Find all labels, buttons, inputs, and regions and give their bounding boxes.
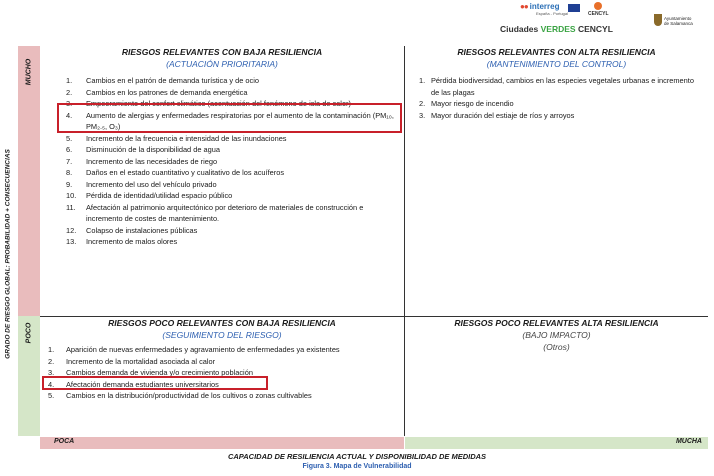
y-label-poco: POCO: [25, 322, 33, 344]
quadrant-title: RIESGOS POCO RELEVANTES CON BAJA RESILIENCIA: [108, 318, 336, 328]
item-number: 10.: [66, 191, 77, 200]
item-text: Incremento de la frecuencia e intensidad de las inundaciones: [86, 133, 287, 143]
y-label-mucho: MUCHO: [25, 58, 33, 86]
item-number: 9.: [66, 179, 73, 189]
item-number: 4.: [66, 110, 73, 120]
list-item: [419, 75, 694, 98]
item-number: 5.: [66, 133, 73, 143]
item-text: Cambios en el patrón de demanda turística y de ocio: [86, 76, 259, 85]
list-item: [48, 344, 400, 356]
quadrant-title: RIESGOS RELEVANTES CON BAJA RESILIENCIA: [121, 47, 323, 57]
list-item: [419, 98, 694, 110]
shield-icon: [654, 14, 662, 26]
x-label-poca: POCA: [54, 438, 75, 445]
item-text: Afectación al patrimonio arquitectónico por deterioro de materiales de construcción e incremento de costes de mantenimiento.: [86, 202, 364, 223]
item-number: 13.: [66, 237, 77, 246]
item-text: Incremento de la mortalidad asociada al calor: [66, 356, 216, 366]
item-number: 1.: [48, 345, 55, 354]
item-text: Cambios demanda de vivienda y/o crecimiento población: [66, 368, 253, 377]
item-number: 2.: [66, 87, 73, 97]
list-item: [66, 156, 398, 168]
list-item: [66, 190, 398, 202]
list-item: [66, 225, 398, 237]
quadrant-bottom-right: [405, 317, 708, 436]
y-axis: [0, 46, 16, 436]
cencyl-circle-icon: [594, 2, 602, 10]
item-number: 3.: [419, 110, 426, 120]
item-text: Mayor riesgo de incendio: [431, 99, 514, 108]
x-axis-poca-bar: [40, 437, 404, 449]
cencyl-text: CENCYL: [588, 11, 609, 17]
item-number: 4.: [48, 379, 55, 389]
item-number: 12.: [66, 225, 77, 235]
quadrant-subtitle: (BAJO IMPACTO): [522, 330, 591, 340]
ayuntamiento-line1: Ayuntamiento: [664, 16, 692, 21]
list-item: [48, 356, 400, 368]
ciudades-prefix: Ciudades: [500, 24, 541, 34]
item-number: 2.: [419, 99, 426, 108]
ciudades-suffix: CENCYL: [575, 24, 613, 34]
item-text: Cambios en la distribución/productividad de los cultivos o zonas cultivables: [66, 391, 312, 400]
interreg-dots-icon: ●●: [520, 2, 528, 11]
quadrant-title: RIESGOS RELEVANTES CON ALTA RESILIENCIA: [457, 47, 656, 57]
x-label-mucha: MUCHA: [675, 438, 702, 445]
item-text: Incremento de las necesidades de riego: [86, 156, 218, 166]
item-text: Mayor duración del estiaje de ríos y arroyos: [431, 110, 575, 120]
item-number: 1.: [419, 76, 426, 85]
item-text: Cambios en los patrones de demanda energética: [86, 87, 248, 97]
header-logos: [500, 2, 710, 38]
figure-caption: Figura 3. Mapa de Vulnerabilidad: [302, 463, 412, 470]
cencyl-logo: [588, 2, 608, 17]
highlight-box-mortalidad: [42, 376, 268, 390]
item-number: 2.: [48, 356, 55, 366]
list-item: [66, 236, 398, 248]
item-number: 11.: [66, 202, 76, 212]
interreg-text: interreg: [529, 2, 560, 11]
item-number: 3.: [48, 368, 55, 377]
item-text: Aumento de alergias y enfermedades respiratorias por el aumento de la contaminación (PM₁₀, PM₂.₅, O₃): [86, 110, 394, 131]
quadrant-top-right: [405, 46, 708, 316]
item-number: 7.: [66, 156, 73, 166]
risk-list: [66, 75, 398, 248]
risk-list: [419, 75, 694, 121]
item-text: Daños en el estado cuantitativo y cualitativo de los acuíferos: [86, 168, 285, 177]
item-number: 1.: [66, 76, 73, 85]
item-text: Afectación demanda estudiantes universitarios: [66, 379, 219, 389]
list-item: [66, 87, 398, 99]
list-item: [66, 202, 398, 225]
item-text: Pérdida biodiversidad, cambios en las especies vegetales urbanas e incremento de las plagas: [431, 76, 694, 97]
item-text: Colapso de instalaciones públicas: [86, 225, 198, 235]
y-axis-title: GRADO DE RIESGO GLOBAL: PROBABILIDAD + CONSECUENCIAS: [4, 149, 12, 359]
item-number: 3.: [66, 99, 73, 108]
list-item: [66, 133, 398, 145]
item-text: Aparición de nuevas enfermedades y agravamiento de enfermedades ya existentes: [66, 345, 340, 354]
ayuntamiento-line2: de Salamanca: [664, 21, 693, 26]
list-item: [419, 110, 694, 122]
y-axis-mucho-bar: [18, 46, 40, 316]
highlight-box-item-3: [57, 103, 402, 133]
item-text: Pérdida de identidad/utilidad espacio público: [86, 191, 233, 200]
ciudades-verdes-word: VERDES: [540, 24, 576, 34]
quadrant-note: (Otros): [543, 342, 570, 352]
item-text: Incremento de malos olores: [86, 237, 178, 246]
quadrant-subtitle: (ACTUACIÓN PRIORITARIA): [166, 59, 278, 69]
quadrant-top-left: [40, 46, 404, 316]
item-text: Incremento del uso del vehículo privado: [86, 179, 217, 189]
ayuntamiento-logo: [664, 16, 693, 26]
x-axis-mucha-bar: [405, 437, 708, 449]
interreg-logo: [520, 2, 568, 16]
ciudades-verdes-title: [500, 24, 613, 34]
item-text: Disminución de la disponibilidad de agua: [86, 145, 220, 154]
list-item: [66, 167, 398, 179]
risk-list: [48, 344, 400, 402]
quadrant-subtitle: (SEGUIMIENTO DEL RIESGO): [162, 330, 282, 340]
item-number: 5.: [48, 391, 55, 400]
quadrant-title: RIESGOS POCO RELEVANTES ALTA RESILIENCIA: [454, 318, 659, 328]
item-number: 6.: [66, 145, 73, 154]
list-item: [66, 144, 398, 156]
quadrant-subtitle: (MANTENIMIENTO DEL CONTROL): [486, 59, 627, 69]
interreg-subtext: España - Portugal: [536, 11, 569, 16]
list-item: [48, 390, 400, 402]
item-text: Empeoramiento del confort climático (acentuación del fenómeno de isla de calor): [86, 99, 351, 108]
list-item: [66, 179, 398, 191]
list-item: [66, 75, 398, 87]
item-number: 8.: [66, 168, 73, 177]
x-axis-title: CAPACIDAD DE RESILIENCIA ACTUAL Y DISPONIBILIDAD DE MEDIDAS: [227, 452, 487, 461]
eu-flag-icon: [568, 4, 580, 12]
